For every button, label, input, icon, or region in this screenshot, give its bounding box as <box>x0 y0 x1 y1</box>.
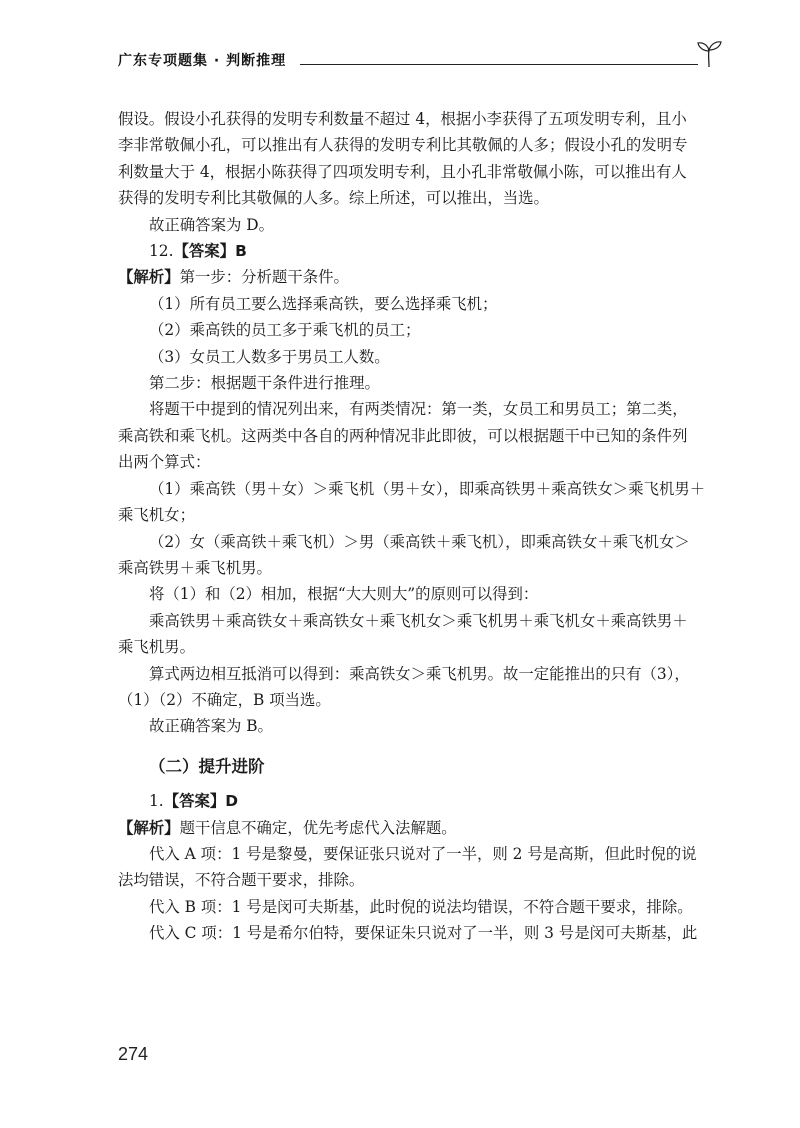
formula-1-cont: 乘飞机女； <box>118 506 195 525</box>
body-line: 出两个算式： <box>118 453 211 472</box>
option-c-analysis: 代入 C 项：1 号是希尔伯特，要保证朱只说对了一半，则 3 号是闵可夫斯基，此 <box>149 924 698 943</box>
body-line: 利数量大于 4，根据小陈获得了四项发明专利，且小孔非常敬佩小陈，可以推出有人 <box>118 162 687 181</box>
formula-2-cont: 乘高铁男＋乘飞机男。 <box>118 558 272 577</box>
question-1-analysis <box>118 815 714 841</box>
body-line: 李非常敬佩小孔，可以推出有人获得的发明专利比其敬佩的人多；假设小孔的发明专 <box>118 136 688 155</box>
formula-2: （2）女（乘高铁＋乘飞机）＞男（乘高铁＋乘飞机），即乘高铁女＋乘飞机女＞ <box>149 532 690 551</box>
step-2: 第二步：根据题干条件进行推理。 <box>149 374 380 393</box>
answer-tag: 【答案】 <box>173 242 236 261</box>
answer-value: B <box>235 242 247 261</box>
page-body <box>118 106 714 947</box>
page-number: 274 <box>118 1044 149 1064</box>
body-line: 将（1）和（2）相加，根据“大大则大”的原则可以得到： <box>149 585 539 604</box>
sum-formula-cont: 乘飞机男。 <box>118 638 195 657</box>
conclusion-line: 故正确答案为 D。 <box>149 215 274 234</box>
condition-3: （3）女员工人数多于男员工人数。 <box>149 347 390 366</box>
question-number: 1. <box>149 792 164 811</box>
option-b-analysis: 代入 B 项：1 号是闵可夫斯基，此时倪的说法均错误，不符合题干要求，排除。 <box>149 897 693 916</box>
question-12-analysis <box>118 264 714 290</box>
question-number: 12. <box>149 242 174 261</box>
condition-1: （1）所有员工要么选择乘高铁，要么选择乘飞机； <box>149 294 498 313</box>
running-header <box>118 46 718 72</box>
header-rule <box>300 64 698 65</box>
body-line: 算式两边相互抵消可以得到：乘高铁女＞乘飞机男。故一定能推出的只有（3）， <box>149 664 690 683</box>
answer-value: D <box>225 792 239 811</box>
option-a-analysis-cont: 法均错误，不符合题干要求，排除。 <box>118 871 365 890</box>
sprout-icon <box>696 38 722 68</box>
question-12-answer <box>118 238 714 264</box>
question-1-answer <box>118 788 714 814</box>
header-title: 广东专项题集 · 判断推理 <box>118 53 287 69</box>
condition-2: （2）乘高铁的员工多于乘飞机的员工； <box>149 321 421 340</box>
section-heading: （二）提升进阶 <box>149 756 265 776</box>
analysis-text: 题干信息不确定，优先考虑代入法解题。 <box>179 818 457 837</box>
conclusion-line: 故正确答案为 B。 <box>149 717 273 736</box>
sum-formula: 乘高铁男＋乘高铁女＋乘高铁女＋乘飞机女＞乘飞机男＋乘飞机女＋乘高铁男＋ <box>149 611 688 630</box>
formula-1: （1）乘高铁（男＋女）＞乘飞机（男＋女），即乘高铁男＋乘高铁女＞乘飞机男＋ <box>149 479 706 498</box>
body-line: 乘高铁和乘飞机。这两类中各自的两种情况非此即彼，可以根据题干中已知的条件列 <box>118 426 688 445</box>
body-line: 将题干中提到的情况列出来，有两类情况：第一类，女员工和男员工；第二类， <box>149 400 688 419</box>
answer-tag: 【答案】 <box>163 792 226 811</box>
analysis-tag: 【解析】 <box>118 268 180 287</box>
analysis-text: 第一步：分析题干条件。 <box>179 268 349 287</box>
option-a-analysis: 代入 A 项：1 号是黎曼，要保证张只说对了一半，则 2 号是高斯，但此时倪的说 <box>149 844 697 863</box>
analysis-tag: 【解析】 <box>118 818 180 837</box>
body-line: 假设。假设小孔获得的发明专利数量不超过 4，根据小李获得了五项发明专利，且小 <box>118 110 687 128</box>
body-line: （1）（2）不确定，B 项当选。 <box>118 690 331 709</box>
body-line: 获得的发明专利比其敬佩的人多。综上所述，可以推出，当选。 <box>118 189 549 208</box>
